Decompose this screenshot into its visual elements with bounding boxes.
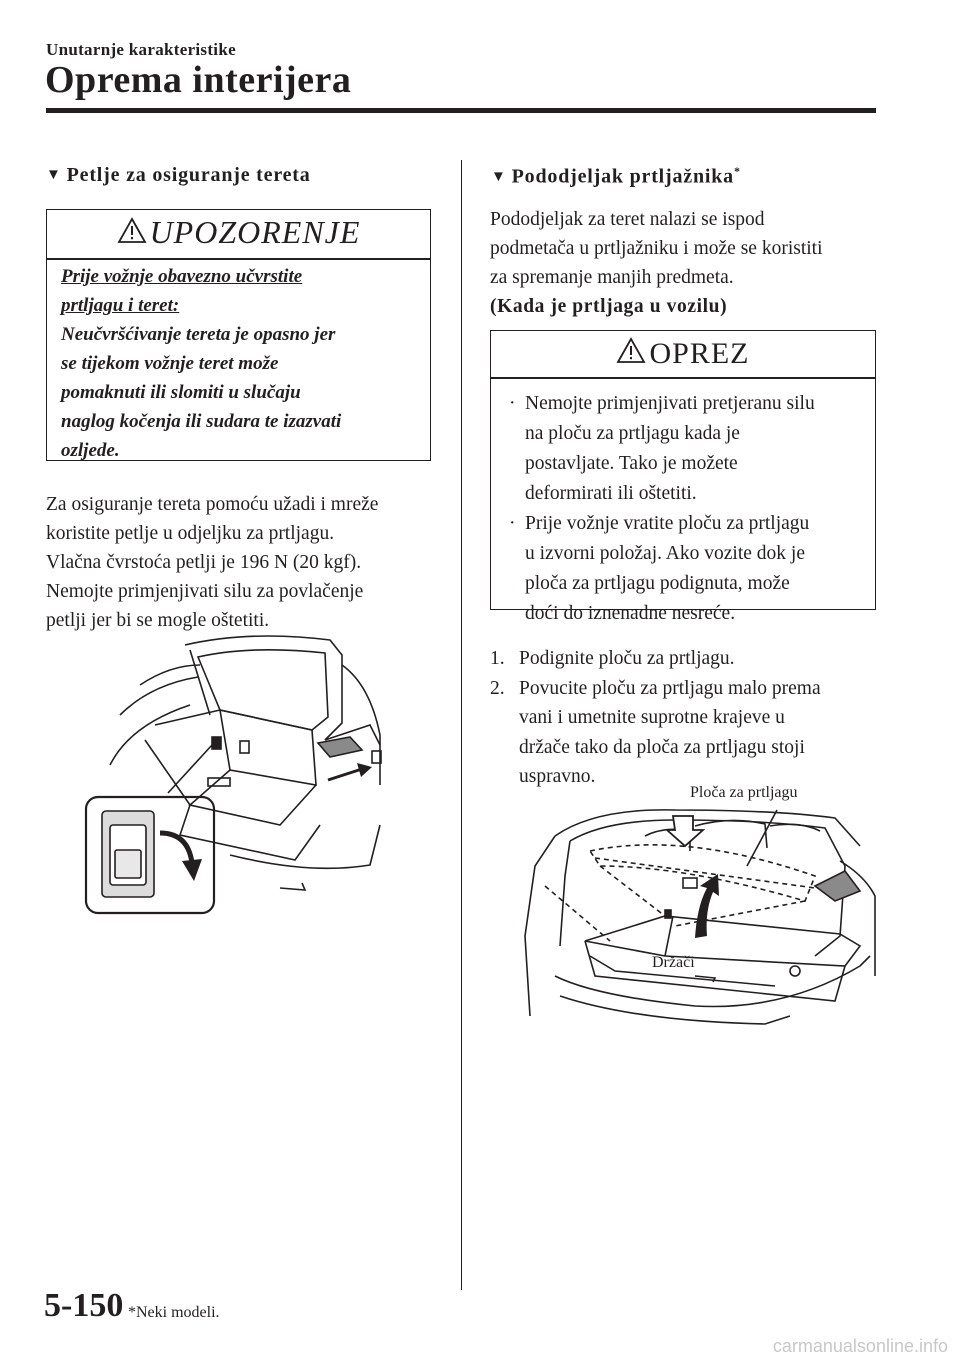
left-heading-text: Petlje za osiguranje tereta [66, 164, 311, 186]
warning-triangle-icon [117, 217, 147, 244]
intro-line: Pododjeljak za teret nalazi se ispod [490, 209, 765, 230]
step-line: držače tako da ploča za prtljagu stoji [519, 736, 805, 758]
section-label: Unutarnje karakteristike [46, 40, 236, 59]
warning-box [46, 209, 431, 461]
caution-label: OPREZ [649, 337, 750, 370]
warning-rule [47, 258, 430, 260]
steps-list [490, 644, 880, 792]
warning-triangle-icon [616, 337, 646, 364]
caution-header [491, 337, 875, 371]
caution-line: postavljate. Tako je možete [525, 453, 738, 474]
step-line: uspravno. [519, 766, 596, 787]
step-item [490, 674, 880, 792]
subheading: (Kada je prtljaga u vozilu) [490, 296, 728, 317]
caution-line: deformirati ili oštetiti. [525, 483, 697, 504]
warning-line: prtljagu i teret: [61, 295, 180, 316]
right-heading-text: Pododjeljak prtljažnika [511, 165, 734, 188]
step-line: Podignite ploču za prtljagu. [519, 648, 735, 669]
column-divider [461, 160, 462, 1290]
caution-bullet [509, 509, 863, 629]
model-asterisk: * [733, 164, 741, 178]
warning-header [47, 214, 430, 251]
step-number: 1. [490, 648, 505, 669]
page-title: Oprema interijera [45, 59, 352, 101]
warning-line: se tijekom vožnje teret može [61, 353, 279, 374]
caution-line: Prije vožnje vratite ploču za prtljagu [525, 513, 810, 534]
heading-marker-icon: ▼ [46, 167, 62, 183]
caution-line: doći do iznenadne nesreće. [525, 603, 736, 624]
warning-line: Neučvršćivanje tereta je opasno jer [61, 324, 336, 345]
title-rule [46, 108, 876, 113]
step-item [490, 644, 880, 674]
cargo-hook-illustration [80, 625, 400, 920]
left-body-text [46, 490, 446, 635]
warning-line: naglog kočenja ili sudara te izazvati [61, 411, 342, 432]
right-heading [491, 164, 741, 189]
caution-line: Nemojte primjenjivati pretjeranu silu [525, 393, 815, 414]
intro-line: podmetača u prtljažniku i može se koristiti [490, 238, 823, 259]
caution-bullets [509, 389, 863, 629]
caution-bullet [509, 389, 863, 509]
caution-line: u izvorni položaj. Ako vozite dok je [525, 543, 805, 564]
bullet-dot: · [509, 513, 516, 534]
body-line: Za osiguranje tereta pomoću užadi i mreže [46, 494, 379, 515]
step-number: 2. [490, 677, 505, 699]
warning-line: ozljede. [61, 440, 120, 461]
warning-line: pomaknuti ili slomiti u slučaju [61, 382, 301, 403]
step-line: Povucite ploču za prtljagu malo prema [519, 677, 821, 699]
page-number: 5-150 [44, 1287, 124, 1324]
footnote: *Neki modeli. [128, 1304, 220, 1321]
body-line: Vlačna čvrstoća petlji je 196 N (20 kgf). [46, 552, 362, 573]
left-heading [46, 164, 311, 187]
body-line: Nemojte primjenjivati silu za povlačenje [46, 581, 364, 602]
caution-box [490, 330, 876, 624]
body-line: petlji jer bi se mogle oštetiti. [46, 610, 270, 631]
caution-rule [491, 377, 875, 379]
warning-line: Prije vožnje obavezno učvrstite [61, 266, 303, 287]
step-line: vani i umetnite suprotne krajeve u [519, 707, 785, 728]
holders-label: Držači [652, 954, 695, 971]
cargo-board-illustration [515, 806, 881, 1056]
body-line: koristite petlje u odjeljku za prtljagu. [46, 523, 335, 544]
caution-line: ploča za prtljagu podignuta, može [525, 573, 790, 594]
caution-line: na ploču za prtljagu kada je [525, 423, 740, 444]
right-intro-text [490, 205, 890, 321]
warning-label: UPOZORENJE [149, 214, 361, 250]
board-label: Ploča za prtljagu [690, 784, 798, 801]
watermark: carmanualsonline.info [772, 1336, 948, 1356]
bullet-dot: · [509, 393, 516, 414]
intro-line: za spremanje manjih predmeta. [490, 267, 734, 288]
heading-marker-icon: ▼ [491, 168, 507, 185]
warning-text [61, 262, 416, 465]
